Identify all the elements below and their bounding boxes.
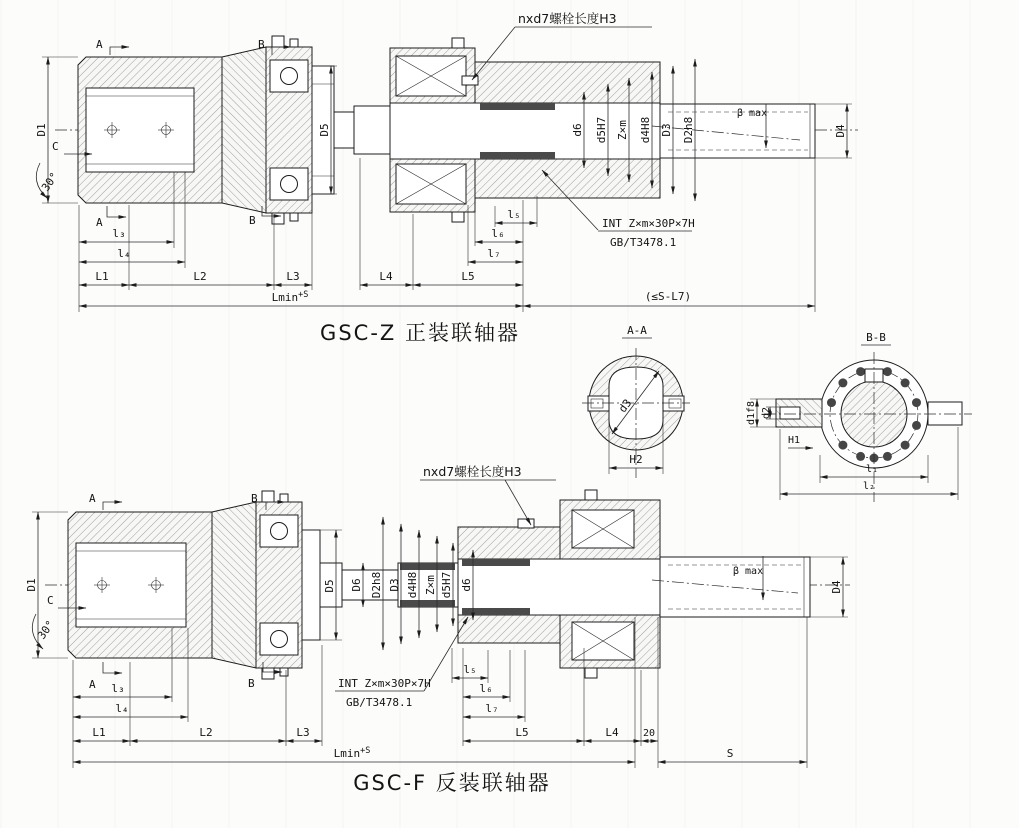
section-bb-view [746, 331, 972, 502]
section-a-bottom-label: A [96, 216, 103, 229]
dim-shaft-D6: D6 [350, 578, 363, 592]
dim-s-l7: (≤S-L7) [644, 290, 692, 303]
dim-d5: D5 [323, 579, 336, 593]
dim-d3: d3 [616, 396, 635, 416]
section-b-bottom-label: B [249, 214, 256, 227]
dim-d1f8: d1f8 [746, 400, 757, 426]
mark-c-label: C [47, 594, 54, 607]
section-a-bottom-label: A [89, 678, 96, 691]
gsc-f-bolt-note [420, 464, 556, 525]
dim-s: S [726, 747, 734, 760]
dim-L3: L3 [296, 726, 310, 739]
gsc-z-shaft [652, 104, 815, 158]
angle-30-label: 30° [39, 170, 62, 194]
spline-note-line1: INT Z×m×30P×7H [338, 677, 431, 690]
gsc-z-left-hub [78, 47, 266, 213]
dim-L2: L2 [193, 270, 207, 283]
spline-note-line2: GB/T3478.1 [610, 236, 677, 249]
dim-shaft-zxm: Z×m [424, 575, 437, 595]
dim-h1: H1 [788, 435, 801, 446]
bolt-note-text: nxd7螺栓长度H3 [423, 464, 522, 479]
dim-20: 20 [642, 728, 656, 739]
dim-d1: D1 [25, 578, 38, 592]
dim-L4: L4 [605, 726, 619, 739]
dim-d4: D4 [830, 580, 843, 594]
dim-L5: L5 [515, 726, 529, 739]
dim-L1: L1 [92, 726, 106, 739]
dim-shaft-d5H7: d5H7 [440, 571, 453, 599]
mark-c-label: C [52, 140, 59, 153]
gsc-f-shaft [652, 556, 810, 617]
section-aa-title: A-A [627, 324, 647, 337]
gsc-f-title: GSC-F 反装联轴器 [353, 771, 551, 795]
dim-d2: d2 [761, 406, 772, 420]
section-a-top-label: A [96, 38, 103, 51]
gsc-f-right-hub [458, 490, 660, 678]
section-b-top-label: B [258, 38, 265, 51]
beta-max-label: β max [737, 108, 768, 119]
dim-l6: l₆ [479, 682, 493, 695]
spline-note-line1: INT Z×m×30P×7H [602, 217, 695, 230]
dim-shaft-D3: D3 [660, 123, 673, 137]
dim-h2: H2 [629, 453, 643, 466]
dim-lmin-s: Lmin$^{+S}$ [333, 746, 371, 760]
dim-shaft-D2h8: D2h8 [370, 571, 383, 599]
dim-l7: l₇ [485, 702, 499, 715]
dim-l5: l₅ [507, 208, 521, 221]
dim-d5: D5 [318, 123, 331, 137]
dim-l1: l₁ [865, 464, 879, 475]
dim-L5: L5 [461, 270, 475, 283]
dim-d4: D4 [834, 124, 847, 138]
section-b-top-label: B [251, 492, 258, 505]
dim-l7: l₇ [487, 247, 501, 260]
dim-L4: L4 [379, 270, 393, 283]
gsc-f-left-hub [68, 502, 256, 668]
dim-shaft-zxm: Z×m [616, 120, 629, 140]
section-bb-title: B-B [866, 331, 886, 344]
dim-l4: l₄ [115, 702, 129, 715]
angle-30-label: 30° [35, 618, 58, 642]
dim-l3: l₃ [111, 682, 125, 695]
dim-l2: l₂ [862, 481, 876, 492]
dim-l3: l₃ [112, 227, 126, 240]
dim-L2: L2 [199, 726, 213, 739]
section-a-top-label: A [89, 492, 96, 505]
bolt-note-text: nxd7螺栓长度H3 [518, 11, 617, 26]
spline-note-line2: GB/T3478.1 [346, 696, 413, 709]
dim-d1: D1 [35, 123, 48, 137]
dim-l4: l₄ [117, 247, 131, 260]
section-aa-view [582, 324, 690, 478]
gsc-f-view [25, 464, 850, 795]
dim-shaft-d6: d6 [460, 578, 473, 592]
section-b-bottom-label: B [248, 677, 255, 690]
dim-shaft-D2h8: D2h8 [682, 116, 695, 144]
dim-lmin-s: Lmin$^{+S}$ [271, 290, 309, 304]
dim-shaft-D3: D3 [388, 578, 401, 592]
dim-shaft-d6: d6 [571, 123, 584, 137]
gsc-z-title: GSC-Z 正装联轴器 [320, 321, 520, 345]
dim-L3: L3 [286, 270, 300, 283]
dim-l5: l₅ [463, 663, 477, 676]
dim-l6: l₆ [491, 227, 505, 240]
dim-shaft-d5H7: d5H7 [595, 116, 608, 144]
dim-shaft-d4H8: d4H8 [406, 571, 419, 599]
gsc-f-spline-note [335, 617, 468, 709]
beta-max-label: β max [733, 566, 764, 577]
dim-shaft-d4H8: d4H8 [639, 116, 652, 144]
gsc-z-view [35, 11, 858, 345]
dim-L1: L1 [95, 270, 109, 283]
